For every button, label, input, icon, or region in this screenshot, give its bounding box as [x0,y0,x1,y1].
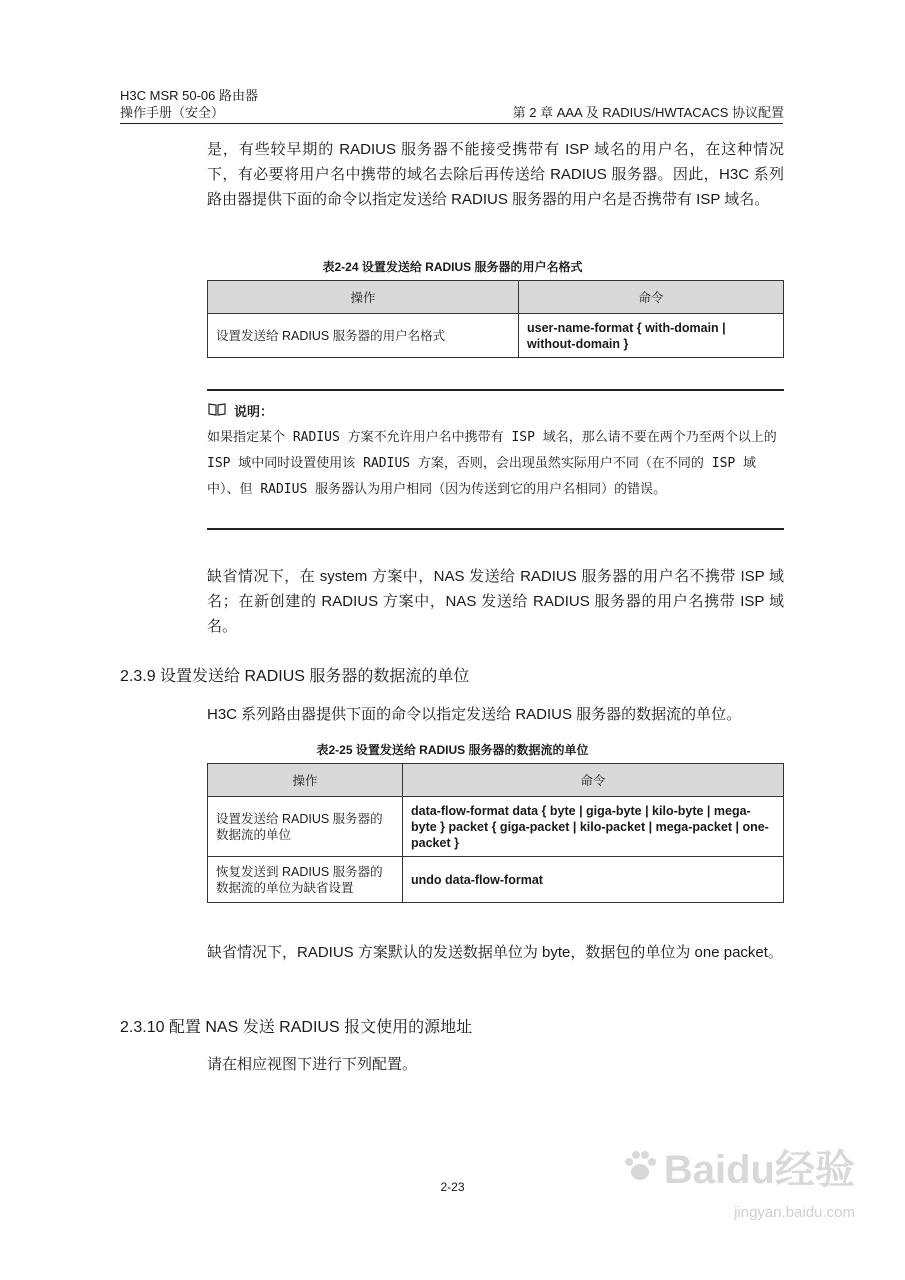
note-text: 如果指定某个 RADIUS 方案不允许用户名中携带有 ISP 域名，那么请不要在两个乃至两个以上的 ISP 域中同时设置使用该 RADIUS 方案，否则，会出现虽然实际用户不同（在不同的 ISP 域中）、但 RADIUS 服务器认为用户相同（因为传送到它的用户名相同）的错误。 [207,430,777,497]
table24-row0-op: 设置发送给 RADIUS 服务器的用户名格式 [208,314,519,358]
table25-header-row [208,764,784,797]
table24-col-op: 操作 [208,281,519,314]
table25-col-op: 操作 [208,764,403,797]
intro-paragraph: 是，有些较早期的 RADIUS 服务器不能接受携带有 ISP 域名的用户名，在这种情况下，有必要将用户名中携带的域名去除后再传送给 RADIUS 服务器。因此，H3C 系列路由器提供下面的命令以指定发送给 RADIUS 服务器的用户名是否携带有 ISP 域名。 [207,141,784,208]
book-icon [208,402,226,419]
section-2310-heading: 2.3.10 配置 NAS 发送 RADIUS 报文使用的源地址 [120,1019,473,1036]
table-row [208,857,784,903]
default-paragraph: 缺省情况下，在 system 方案中，NAS 发送给 RADIUS 服务器的用户名不携带 ISP 域名；在新创建的 RADIUS 方案中，NAS 发送给 RADIUS 服务器的用户名携带 ISP 域名。 [207,568,784,635]
table-row [208,797,784,857]
note-title: 说明： [234,404,274,419]
table25-col-cmd: 命令 [403,764,784,797]
watermark-url: jingyan.baidu.com [734,1204,855,1221]
header-divider [120,123,783,124]
table24 [207,280,784,358]
table25-row1-op: 恢复发送到 RADIUS 服务器的数据流的单位为缺省设置 [208,857,403,903]
paw-icon [620,1145,660,1194]
header-chapter: 第 2 章 AAA 及 RADIUS/HWTACACS 协议配置 [512,105,784,120]
note-title-row [208,401,273,420]
header-product: H3C MSR 50-06 路由器 [120,88,258,103]
table-row [208,314,784,358]
section-2310-paragraph: 请在相应视图下进行下列配置。 [207,1056,418,1073]
note-top-rule [207,389,784,391]
section-239-paragraph: H3C 系列路由器提供下面的命令以指定发送给 RADIUS 服务器的数据流的单位。 [207,706,742,723]
table25-row1-cmd: undo data-flow-format [403,857,784,903]
table25-caption: 表2-25 设置发送给 RADIUS 服务器的数据流的单位 [316,743,589,757]
table24-header-row [208,281,784,314]
section-239-heading: 2.3.9 设置发送给 RADIUS 服务器的数据流的单位 [120,668,470,685]
header-manual: 操作手册（安全） [120,105,225,120]
table25 [207,763,784,903]
default-paragraph-2: 缺省情况下，RADIUS 方案默认的发送数据单位为 byte，数据包的单位为 one packet。 [207,944,783,961]
page-number: 2-23 [440,1180,465,1194]
table24-col-cmd: 命令 [519,281,784,314]
table24-caption: 表2-24 设置发送给 RADIUS 服务器的用户名格式 [322,260,583,274]
table24-row0-cmd: user-name-format { with-domain | without-domain } [519,314,784,358]
table25-row0-cmd: data-flow-format data { byte | giga-byte | kilo-byte | mega-byte } packet { giga-packet | kilo-packet | mega-packet | one-packet } [403,797,784,857]
watermark-brand: Baidu经验 [663,1147,855,1192]
note-bottom-rule [207,528,784,530]
table25-row0-op: 设置发送给 RADIUS 服务器的数据流的单位 [208,797,403,857]
baidu-watermark [620,1145,855,1221]
